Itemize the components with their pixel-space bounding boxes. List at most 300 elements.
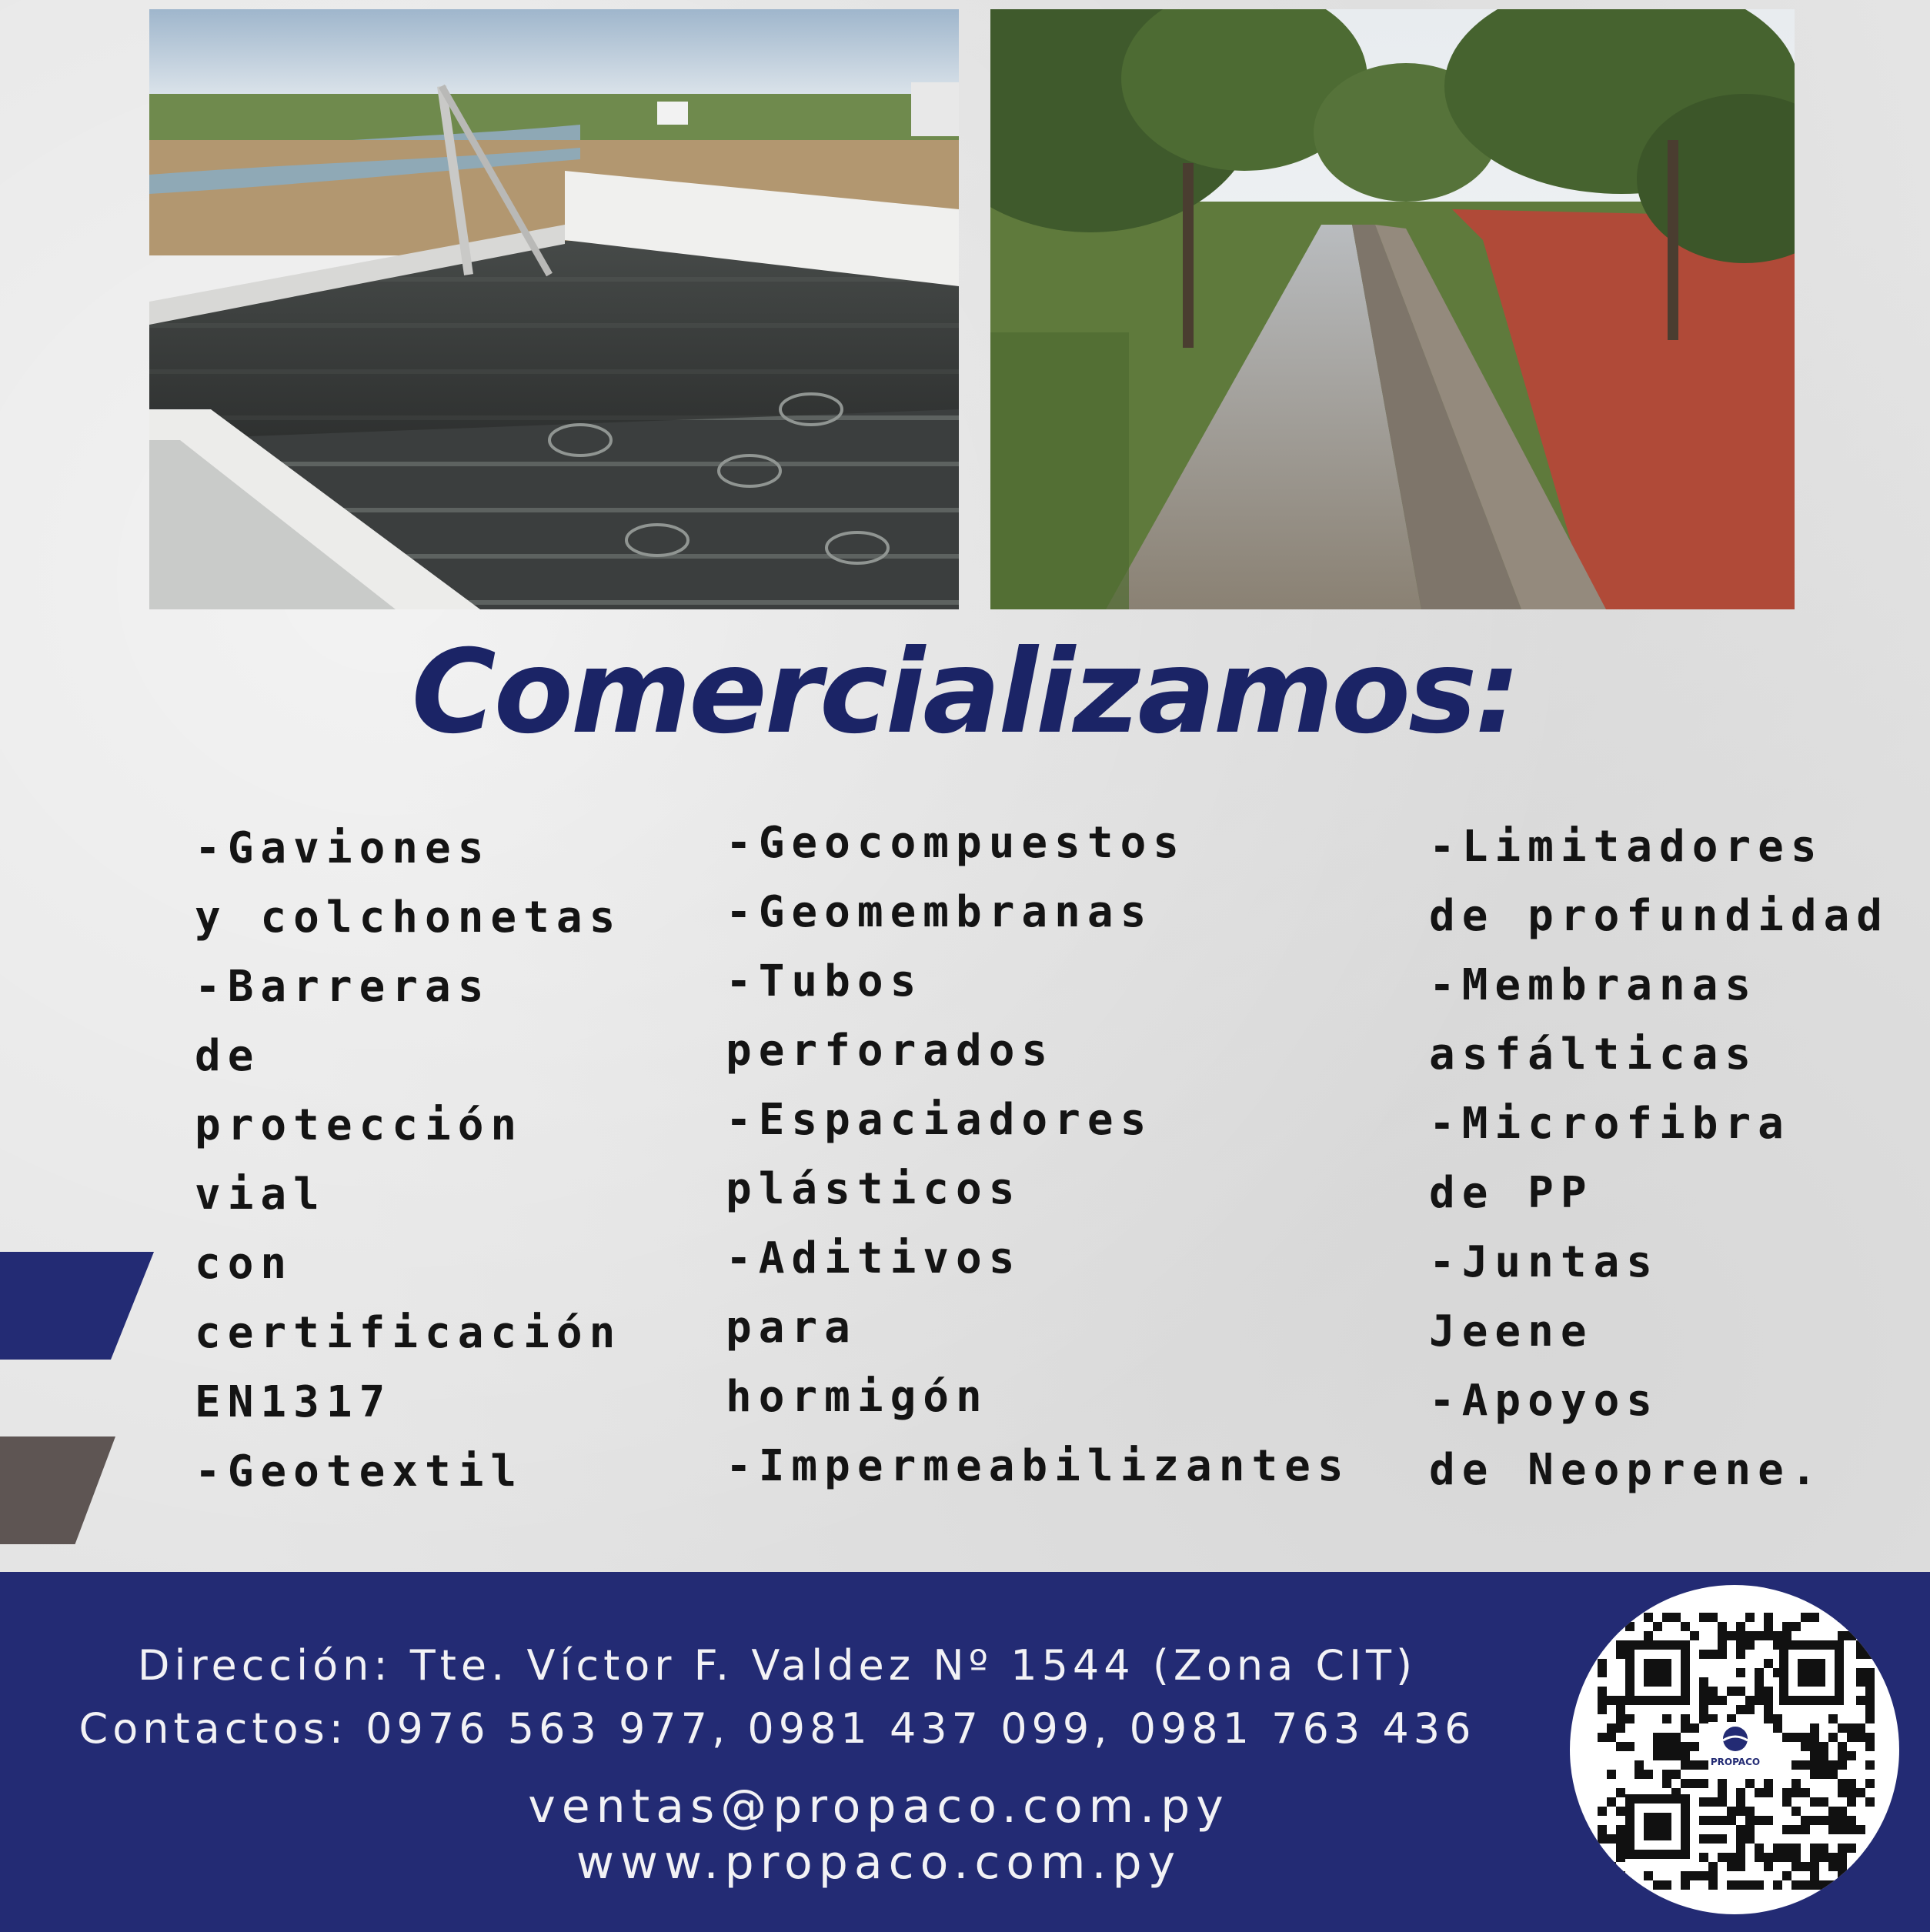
qr-module — [1865, 1696, 1875, 1705]
qr-module — [1810, 1751, 1819, 1760]
qr-module — [1662, 1779, 1671, 1788]
qr-module — [1745, 1613, 1755, 1622]
qr-module — [1634, 1770, 1644, 1779]
qr-module — [1865, 1760, 1875, 1770]
product-line: -Geocompuestos — [726, 818, 1187, 868]
contacts-text: Contactos: 0976 563 977, 0981 437 099, 0981 763 436 — [78, 1704, 1476, 1753]
qr-module — [1699, 1705, 1708, 1714]
qr-module — [1764, 1853, 1773, 1862]
qr-module — [1736, 1880, 1745, 1890]
qr-module — [1681, 1622, 1690, 1631]
qr-module — [1810, 1797, 1819, 1807]
qr-module — [1755, 1880, 1764, 1890]
qr-module — [1708, 1650, 1718, 1659]
qr-module — [1616, 1853, 1625, 1862]
product-line: EN1317 — [195, 1377, 392, 1427]
photo-canal-gabion — [990, 9, 1795, 609]
qr-module — [1616, 1705, 1625, 1714]
qr-module — [1736, 1650, 1745, 1659]
qr-module — [1644, 1871, 1653, 1880]
qr-module — [1773, 1880, 1782, 1890]
qr-module — [1847, 1788, 1856, 1797]
qr-module — [1727, 1631, 1736, 1640]
qr-module — [1662, 1613, 1671, 1622]
qr-module — [1745, 1834, 1755, 1844]
qr-module — [1644, 1770, 1653, 1779]
qr-module — [1616, 1825, 1625, 1834]
qr-module — [1690, 1631, 1699, 1640]
qr-module — [1755, 1677, 1764, 1687]
headline: Comercializamos: — [411, 626, 1519, 759]
product-line: protección — [195, 1100, 524, 1150]
qr-module — [1838, 1631, 1847, 1640]
qr-module — [1782, 1631, 1791, 1640]
qr-module — [1699, 1650, 1708, 1659]
qr-module — [1718, 1696, 1727, 1705]
qr-module — [1690, 1742, 1699, 1751]
qr-module — [1847, 1844, 1856, 1853]
qr-module — [1662, 1733, 1671, 1742]
qr-module — [1727, 1816, 1736, 1825]
product-line: asfálticas — [1429, 1029, 1758, 1079]
qr-module — [1847, 1797, 1856, 1807]
qr-module — [1699, 1714, 1708, 1723]
qr-module — [1810, 1853, 1819, 1862]
qr-module — [1653, 1742, 1662, 1751]
qr-module — [1681, 1871, 1690, 1880]
propaco-logo-icon — [1708, 1722, 1762, 1771]
qr-module — [1819, 1844, 1828, 1853]
qr-module — [1699, 1816, 1708, 1825]
qr-module — [1828, 1853, 1838, 1862]
qr-module — [1810, 1844, 1819, 1853]
qr-module — [1791, 1862, 1801, 1871]
qr-module — [1828, 1760, 1838, 1770]
product-line: certificación — [195, 1308, 623, 1358]
qr-module — [1607, 1797, 1616, 1807]
qr-module — [1865, 1797, 1875, 1807]
qr-module — [1828, 1807, 1838, 1816]
qr-module — [1764, 1631, 1773, 1640]
qr-module — [1598, 1834, 1607, 1844]
qr-module — [1699, 1613, 1708, 1622]
qr-module — [1810, 1770, 1819, 1779]
product-line: -Limitadores — [1429, 822, 1824, 872]
qr-module — [1745, 1880, 1755, 1890]
qr-module — [1708, 1871, 1718, 1880]
qr-module — [1856, 1723, 1865, 1733]
qr-module — [1607, 1723, 1616, 1733]
qr-module — [1791, 1853, 1801, 1862]
qr-module — [1764, 1714, 1773, 1723]
qr-module — [1810, 1733, 1819, 1742]
qr-module — [1718, 1622, 1727, 1631]
qr-finder-bottom-left — [1625, 1794, 1690, 1859]
qr-module — [1847, 1825, 1856, 1834]
product-line: y colchonetas — [195, 893, 623, 943]
qr-module — [1755, 1631, 1764, 1640]
qr-module — [1681, 1751, 1690, 1760]
qr-module — [1819, 1853, 1828, 1862]
qr-module — [1838, 1853, 1847, 1862]
qr-module — [1810, 1871, 1819, 1880]
product-column-2 — [726, 809, 1351, 1501]
qr-module — [1801, 1613, 1810, 1622]
qr-module — [1755, 1816, 1764, 1825]
qr-module — [1838, 1779, 1847, 1788]
qr-module — [1838, 1788, 1847, 1797]
qr-module — [1856, 1825, 1865, 1834]
qr-module — [1838, 1862, 1847, 1871]
product-line: Jeene — [1429, 1306, 1594, 1356]
qr-module — [1671, 1742, 1681, 1751]
qr-module — [1810, 1742, 1819, 1751]
qr-module — [1681, 1880, 1690, 1890]
product-line: de Neoprene. — [1429, 1445, 1824, 1495]
product-line: hormigón — [726, 1372, 989, 1422]
qr-module — [1736, 1631, 1745, 1640]
qr-module — [1755, 1844, 1764, 1853]
qr-module — [1838, 1825, 1847, 1834]
qr-module — [1847, 1723, 1856, 1733]
decorative-blue-parallelogram — [0, 1252, 154, 1360]
qr-module — [1727, 1853, 1736, 1862]
qr-module — [1708, 1613, 1718, 1622]
qr-module — [1745, 1779, 1755, 1788]
product-line: -Gaviones — [195, 823, 491, 873]
qr-module — [1828, 1825, 1838, 1834]
qr-module — [1755, 1696, 1764, 1705]
qr-module — [1791, 1788, 1801, 1797]
qr-module — [1764, 1862, 1773, 1871]
qr-module — [1699, 1696, 1708, 1705]
qr-module — [1819, 1816, 1828, 1825]
qr-module — [1616, 1788, 1625, 1797]
qr-module — [1699, 1797, 1708, 1807]
qr-module — [1791, 1733, 1801, 1742]
qr-module — [1764, 1705, 1773, 1714]
qr-module — [1718, 1797, 1727, 1807]
qr-module — [1607, 1696, 1616, 1705]
qr-module — [1690, 1779, 1699, 1788]
qr-module — [1810, 1880, 1819, 1890]
qr-module — [1819, 1760, 1828, 1770]
qr-code[interactable] — [1570, 1585, 1899, 1914]
qr-module — [1736, 1834, 1745, 1844]
qr-module — [1801, 1742, 1810, 1751]
qr-module — [1856, 1650, 1865, 1659]
qr-module — [1782, 1825, 1791, 1834]
qr-module — [1616, 1640, 1625, 1650]
qr-module — [1616, 1742, 1625, 1751]
qr-module — [1708, 1834, 1718, 1844]
qr-module — [1773, 1844, 1782, 1853]
qr-module — [1727, 1687, 1736, 1696]
qr-module — [1782, 1622, 1791, 1631]
qr-module — [1773, 1723, 1782, 1733]
qr-module — [1828, 1816, 1838, 1825]
qr-module — [1865, 1733, 1875, 1742]
product-line: -Geotextil — [195, 1446, 524, 1497]
qr-module — [1653, 1622, 1662, 1631]
product-line: -Geomembranas — [726, 887, 1154, 937]
qr-module — [1764, 1659, 1773, 1668]
qr-module — [1782, 1733, 1791, 1742]
qr-module — [1653, 1751, 1662, 1760]
qr-module — [1838, 1844, 1847, 1853]
qr-module — [1801, 1825, 1810, 1834]
qr-module — [1718, 1816, 1727, 1825]
qr-module — [1598, 1668, 1607, 1677]
qr-module — [1616, 1650, 1625, 1659]
product-line: -Aditivos — [726, 1233, 1022, 1283]
qr-module — [1745, 1631, 1755, 1640]
qr-module — [1773, 1631, 1782, 1640]
qr-module — [1755, 1788, 1764, 1797]
qr-module — [1856, 1677, 1865, 1687]
qr-module — [1745, 1705, 1755, 1714]
qr-module — [1819, 1797, 1828, 1807]
qr-module — [1801, 1816, 1810, 1825]
qr-module — [1690, 1871, 1699, 1880]
qr-module — [1607, 1770, 1616, 1779]
qr-module — [1736, 1640, 1745, 1650]
qr-module — [1736, 1788, 1745, 1797]
qr-module — [1791, 1807, 1801, 1816]
qr-module — [1791, 1844, 1801, 1853]
qr-module — [1671, 1770, 1681, 1779]
photo-rooftop-membrane — [149, 9, 959, 609]
qr-module — [1801, 1760, 1810, 1770]
product-line: -Espaciadores — [726, 1095, 1154, 1145]
qr-module — [1718, 1631, 1727, 1640]
qr-module — [1598, 1659, 1607, 1668]
qr-module — [1773, 1714, 1782, 1723]
qr-module — [1745, 1816, 1755, 1825]
qr-module — [1681, 1714, 1690, 1723]
qr-module — [1681, 1760, 1690, 1770]
qr-module — [1681, 1723, 1690, 1733]
qr-module — [1764, 1779, 1773, 1788]
qr-module — [1810, 1613, 1819, 1622]
qr-module — [1838, 1760, 1847, 1770]
qr-module — [1847, 1751, 1856, 1760]
email-link[interactable]: ventas@propaco.com.py — [528, 1780, 1230, 1834]
qr-module — [1708, 1862, 1718, 1871]
product-line: perforados — [726, 1026, 1055, 1076]
qr-module — [1708, 1696, 1718, 1705]
qr-module — [1819, 1751, 1828, 1760]
qr-module — [1736, 1844, 1745, 1853]
qr-module — [1847, 1816, 1856, 1825]
qr-module — [1782, 1788, 1791, 1797]
product-line: plásticos — [726, 1164, 1022, 1214]
qr-module — [1801, 1733, 1810, 1742]
qr-module — [1598, 1807, 1607, 1816]
qr-module — [1662, 1751, 1671, 1760]
qr-module — [1598, 1825, 1607, 1834]
qr-module — [1828, 1733, 1838, 1742]
qr-module — [1810, 1760, 1819, 1770]
qr-module — [1653, 1733, 1662, 1742]
qr-module — [1856, 1696, 1865, 1705]
qr-module — [1625, 1714, 1634, 1723]
qr-module — [1828, 1862, 1838, 1871]
qr-module — [1791, 1880, 1801, 1890]
qr-module — [1773, 1853, 1782, 1862]
product-line: para — [726, 1303, 857, 1353]
qr-module — [1865, 1677, 1875, 1687]
product-line: -Microfibra — [1429, 1099, 1791, 1149]
qr-module — [1699, 1687, 1708, 1696]
qr-module — [1718, 1650, 1727, 1659]
product-line: -Membranas — [1429, 960, 1758, 1010]
qr-module — [1865, 1687, 1875, 1696]
qr-finder-top-right — [1779, 1640, 1844, 1705]
qr-module — [1838, 1723, 1847, 1733]
qr-module — [1616, 1714, 1625, 1723]
qr-module — [1727, 1862, 1736, 1871]
qr-module — [1810, 1862, 1819, 1871]
qr-module — [1708, 1797, 1718, 1807]
qr-module — [1616, 1834, 1625, 1844]
qr-module — [1828, 1770, 1838, 1779]
qr-module — [1644, 1631, 1653, 1640]
qr-module — [1801, 1862, 1810, 1871]
qr-module — [1865, 1779, 1875, 1788]
qr-module — [1782, 1871, 1791, 1880]
qr-module — [1838, 1816, 1847, 1825]
qr-module — [1782, 1853, 1791, 1862]
product-line: de — [195, 1031, 261, 1081]
qr-module — [1847, 1779, 1856, 1788]
qr-module — [1644, 1613, 1653, 1622]
website-link[interactable]: www.propaco.com.py — [576, 1836, 1182, 1890]
qr-module — [1718, 1788, 1727, 1797]
qr-module — [1865, 1705, 1875, 1714]
qr-module — [1681, 1742, 1690, 1751]
qr-module — [1598, 1696, 1607, 1705]
qr-module — [1699, 1853, 1708, 1862]
product-line: -Tubos — [726, 956, 923, 1006]
qr-module — [1718, 1640, 1727, 1650]
qr-module — [1838, 1742, 1847, 1751]
qr-module — [1791, 1760, 1801, 1770]
product-line: de profundidad — [1429, 891, 1890, 941]
qr-module — [1625, 1742, 1634, 1751]
qr-module — [1616, 1696, 1625, 1705]
qr-module — [1699, 1834, 1708, 1844]
qr-module — [1699, 1779, 1708, 1788]
qr-module — [1662, 1770, 1671, 1779]
qr-module — [1745, 1696, 1755, 1705]
qr-module — [1865, 1742, 1875, 1751]
product-line: de PP — [1429, 1168, 1594, 1218]
qr-module — [1745, 1640, 1755, 1650]
qr-module — [1791, 1622, 1801, 1631]
qr-module — [1745, 1825, 1755, 1834]
qr-module — [1653, 1880, 1662, 1890]
qr-module — [1838, 1751, 1847, 1760]
product-line: -Barreras — [195, 962, 491, 1012]
qr-module — [1699, 1760, 1708, 1770]
qr-module — [1819, 1742, 1828, 1751]
qr-module — [1699, 1871, 1708, 1880]
qr-module — [1598, 1687, 1607, 1696]
product-line: -Impermeabilizantes — [726, 1441, 1351, 1491]
qr-module — [1708, 1816, 1718, 1825]
qr-module — [1616, 1844, 1625, 1853]
qr-module — [1791, 1825, 1801, 1834]
qr-module — [1856, 1788, 1865, 1797]
qr-module — [1607, 1834, 1616, 1844]
qr-module — [1662, 1880, 1671, 1890]
product-line: -Apoyos — [1429, 1376, 1660, 1426]
qr-module — [1671, 1733, 1681, 1742]
qr-module — [1847, 1733, 1856, 1742]
qr-module — [1736, 1622, 1745, 1631]
qr-module — [1764, 1622, 1773, 1631]
qr-module — [1690, 1760, 1699, 1770]
qr-module — [1810, 1816, 1819, 1825]
qr-module — [1764, 1696, 1773, 1705]
qr-module — [1801, 1788, 1810, 1797]
address-text: Dirección: Tte. Víctor F. Valdez Nº 1544 (Zona CIT) — [137, 1641, 1417, 1690]
qr-module — [1598, 1733, 1607, 1742]
qr-module — [1865, 1668, 1875, 1677]
qr-module — [1755, 1687, 1764, 1696]
qr-module — [1598, 1705, 1607, 1714]
product-column-1 — [195, 814, 622, 1507]
qr-module — [1736, 1862, 1745, 1871]
qr-module — [1764, 1613, 1773, 1622]
qr-module — [1736, 1705, 1745, 1714]
qr-finder-top-left — [1625, 1640, 1690, 1705]
qr-module — [1819, 1770, 1828, 1779]
qr-module — [1838, 1807, 1847, 1816]
qr-module — [1856, 1733, 1865, 1742]
qr-module — [1828, 1714, 1838, 1723]
qr-module — [1662, 1714, 1671, 1723]
qr-module — [1727, 1807, 1736, 1816]
qr-module — [1801, 1880, 1810, 1890]
qr-module — [1782, 1797, 1791, 1807]
qr-module — [1736, 1807, 1745, 1816]
qr-module — [1662, 1742, 1671, 1751]
qr-module — [1681, 1779, 1690, 1788]
qr-module — [1727, 1880, 1736, 1890]
qr-module — [1736, 1687, 1745, 1696]
qr-module — [1791, 1779, 1801, 1788]
product-line: con — [195, 1239, 294, 1289]
qr-module — [1699, 1677, 1708, 1687]
qr-module — [1616, 1807, 1625, 1816]
qr-module — [1718, 1834, 1727, 1844]
qr-module — [1607, 1733, 1616, 1742]
qr-module — [1708, 1880, 1718, 1890]
qr-module — [1810, 1723, 1819, 1733]
qr-module — [1755, 1668, 1764, 1677]
qr-module — [1764, 1687, 1773, 1696]
qr-module — [1718, 1853, 1727, 1862]
decorative-brown-parallelogram — [0, 1436, 115, 1544]
qr-module — [1690, 1723, 1699, 1733]
qr-module — [1745, 1807, 1755, 1816]
qr-module — [1755, 1853, 1764, 1862]
qr-module — [1634, 1760, 1644, 1770]
qr-module — [1708, 1687, 1718, 1696]
qr-module — [1616, 1723, 1625, 1733]
